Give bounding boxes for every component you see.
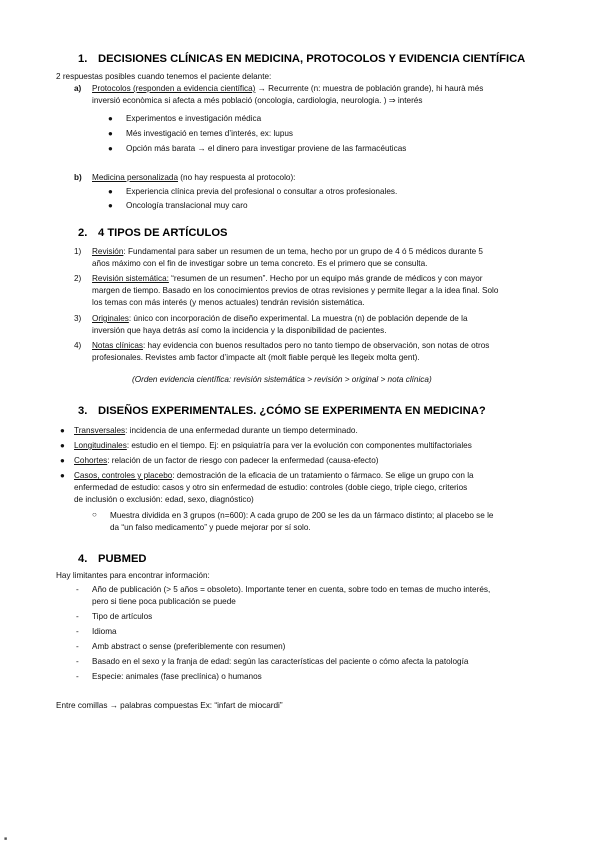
page-marker-icon: ■ — [4, 836, 8, 842]
dash-marker: - — [76, 672, 79, 681]
limit-2: Tipo de artículos — [92, 612, 153, 621]
bullet-icon: ● — [108, 144, 113, 153]
limit-6: Especie: animales (fase preclínica) o humanos — [92, 672, 262, 681]
item-2-line2: margen de tiempo. Basado en los conocimientos previos de otras revisiones y permite llegar a la idea final. Solo — [92, 286, 499, 295]
b-bullet-1: Experiencia clínica previa del profesional o consultar a otros profesionales. — [126, 187, 398, 196]
a-bullet-3: Opción más barata → el dinero para investigar proviene de las farmacéuticas — [126, 144, 407, 153]
a-bullet-2: Més investigació en temes d’interés, ex: lupus — [126, 129, 294, 138]
casos-controles-term: Casos, controles y placebo — [74, 471, 173, 480]
section-1-heading — [78, 53, 525, 65]
notas-clinicas-term: Notas clínicas — [92, 341, 143, 350]
medicina-personalizada-term: Medicina personalizada — [92, 173, 179, 182]
design-item-text: : relación de un factor de riesgo con padecer la enfermedad (causa-efecto) — [107, 456, 379, 465]
section-title: DECISIONES CLÍNICAS EN MEDICINA, PROTOCOLOS Y EVIDENCIA CIENTÍFICA — [98, 53, 526, 65]
design-item-3 — [74, 455, 379, 467]
bullet-icon: ● — [60, 471, 65, 480]
item-1-label: 1) — [74, 247, 82, 256]
item-a-text: → Recurrente (n: muestra de población grande), hi haurà més — [255, 84, 484, 93]
section-title: PUBMED — [98, 553, 147, 565]
design-item-2 — [74, 440, 472, 452]
item-4-label: 4) — [74, 341, 82, 350]
item-3-label: 3) — [74, 314, 82, 323]
section-3-heading — [78, 405, 486, 417]
section-title: DISEÑOS EXPERIMENTALES. ¿CÓMO SE EXPERIMENTA EN MEDICINA? — [98, 405, 486, 417]
item-b-label: b) — [74, 173, 82, 182]
limit-5: Basado en el sexo y la franja de edad: según las características del paciente o cómo afecta la patología — [92, 657, 469, 666]
design-item-1 — [74, 425, 358, 437]
item-1-line1 — [92, 246, 544, 258]
item-4-line1 — [92, 340, 544, 352]
item-a-label: a) — [74, 84, 82, 93]
longitudinales-term: Longitudinales — [74, 441, 127, 450]
sub-item-line1: Muestra dividida en 3 grupos (n=600): A cada grupo de 200 se les da un fármaco distinto; al placebo se le — [110, 511, 494, 520]
bullet-icon: ● — [60, 441, 65, 450]
dash-marker: - — [76, 642, 79, 651]
item-b-line — [92, 172, 295, 184]
limit-1-line2: pero si tiene poca publicación se puede — [92, 597, 236, 606]
item-1-text: : Fundamental para saber un resumen de un tema, hecho por un grupo de 4 ó 5 médicos durante 5 — [123, 247, 483, 256]
bullet-icon: ● — [60, 456, 65, 465]
bullet-icon: ● — [108, 187, 113, 196]
item-3-line1 — [92, 313, 544, 325]
hollow-bullet-icon: ○ — [92, 510, 97, 519]
cohortes-term: Cohortes — [74, 456, 108, 465]
section-number: 4. — [78, 553, 88, 565]
item-b-text: (no hay respuesta al protocolo): — [178, 173, 296, 182]
bullet-icon: ● — [108, 201, 113, 210]
dash-marker: - — [76, 657, 79, 666]
item-2-line1 — [92, 273, 544, 285]
item-2-label: 2) — [74, 274, 82, 283]
item-a-line1 — [92, 83, 544, 95]
a-bullet-1: Experimentos e investigación médica — [126, 114, 262, 123]
section-4-heading — [78, 553, 146, 565]
section-1-intro: 2 respuestas posibles cuando tenemos el paciente delante: — [56, 72, 272, 81]
design-item-text: : incidencia de una enfermedad durante un tiempo determinado. — [125, 426, 358, 435]
item-3-text: : único con incorporación de diseño experimental. La muestra (n) de población depende de la — [128, 314, 468, 323]
originales-term: Originales — [92, 314, 129, 323]
item-4-line2: profesionales. Revistes amb factor d’impacte alt (molt fiable perquè les llegeix molta gent). — [92, 353, 420, 362]
limit-1-line1: Año de publicación (> 5 años = obsoleto). Importante tener en cuenta, sobre todo en temas de mucho interés, — [92, 585, 491, 594]
limit-4: Amb abstract o sense (preferiblemente con resumen) — [92, 642, 286, 651]
bullet-icon: ● — [108, 129, 113, 138]
protocolos-term: Protocolos (responden a evidencia científica) — [92, 84, 256, 93]
item-2-text: “resumen de un resumen”. Hecho por un equipo más grande de médicos y con mayor — [168, 274, 483, 283]
section-title: 4 TIPOS DE ARTÍCULOS — [98, 227, 228, 239]
limit-3: Idioma — [92, 627, 117, 636]
b-bullet-2: Oncología translacional muy caro — [126, 201, 248, 210]
item-a-line2: inversió econòmica si afecta a més població (oncologia, cardiologia, neurologia. ) ⇒ interés — [92, 96, 423, 105]
revision-term: Revisión — [92, 247, 124, 256]
design-item-text: : estudio en el tiempo. Ej: en psiquiatría para ver la evolución con componentes multifactoriales — [126, 441, 472, 450]
section-number: 2. — [78, 227, 88, 239]
design-item-text: : demostración de la eficacia de un tratamiento o fármaco. Se elige un grupo con la — [172, 471, 474, 480]
dash-marker: - — [76, 612, 79, 621]
section-2-heading — [78, 227, 228, 239]
section-number: 1. — [78, 53, 88, 65]
item-4-text: : hay evidencia con buenos resultados pero no tanto tiempo de observación, son notas de otros — [142, 341, 490, 350]
bullet-icon: ● — [108, 114, 113, 123]
section-number: 3. — [78, 405, 88, 417]
footer-note: Entre comillas → palabras compuestas Ex: “infart de miocardi” — [56, 701, 283, 710]
revision-sistematica-term: Revisión sistemática: — [92, 274, 169, 283]
design-item-4-line3: de inclusión o exclusión: edad, sexo, diagnóstico) — [74, 495, 254, 504]
dash-marker: - — [76, 585, 79, 594]
design-item-4-line2: enfermedad de estudio: casos y otro sin enfermedad de estudio: controles (doble ciego, triple ciego, criterios — [74, 483, 468, 492]
sub-item-line2: da “un falso medicamento” y puede mejorar por sí solo. — [110, 523, 311, 532]
bullet-icon: ● — [60, 426, 65, 435]
dash-marker: - — [76, 627, 79, 636]
item-1-line2: años máximo con el fin de investigar sobre un tema concreto. Es el primero que se consulta. — [92, 259, 428, 268]
design-item-4-line1 — [74, 470, 474, 482]
item-2-line3: los temas con más interés (y menos actuales) tendrán revisión sistemática. — [92, 298, 365, 307]
item-3-line2: inversión que haya detrás así como la incidencia y la disponibilidad de pacientes. — [92, 326, 387, 335]
evidence-order-note: (Orden evidencia científica: revisión sistemática > revisión > original > nota clínica) — [132, 375, 432, 384]
pubmed-intro: Hay limitantes para encontrar información: — [56, 571, 210, 580]
transversales-term: Transversales — [74, 426, 126, 435]
